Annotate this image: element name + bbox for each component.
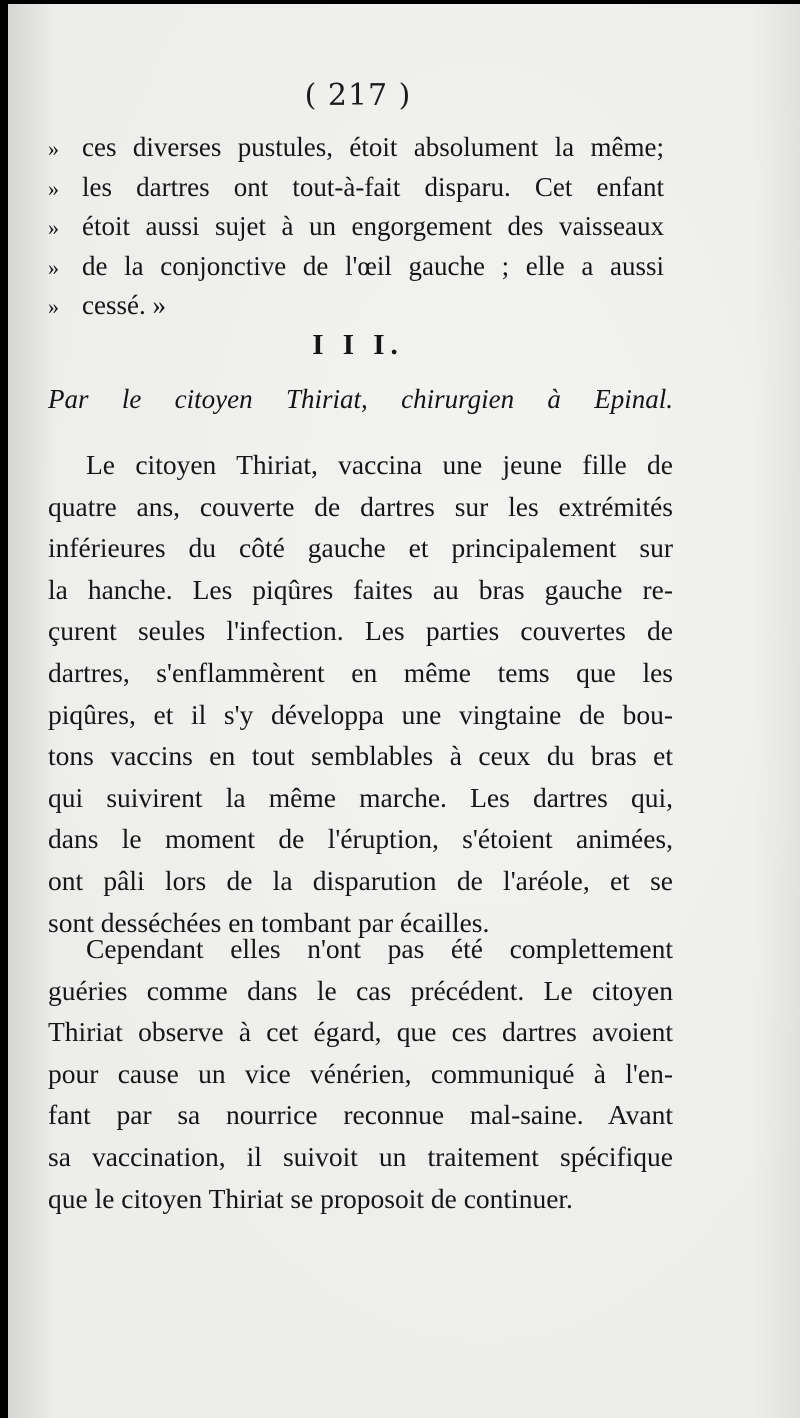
paragraph-line: guéries comme dans le cas précédent. Le citoyen bbox=[48, 974, 673, 1006]
quoted-passage bbox=[48, 128, 668, 326]
paragraph-2 bbox=[48, 928, 673, 1219]
quote-line-text: de la conjonctive de l'œil gauche ; elle a aussi bbox=[82, 250, 664, 281]
quote-line-text: cessé. » bbox=[82, 290, 166, 320]
paragraph-line: çurent seules l'infection. Les parties couvertes de bbox=[48, 615, 673, 647]
paragraph-line: quatre ans, couverte de dartres sur les extrémités bbox=[48, 490, 673, 522]
quote-line-text: étoit aussi sujet à un engorgement des vaisseaux bbox=[82, 211, 664, 241]
section-title: Par le citoyen Thiriat, chirurgien à Epinal. bbox=[48, 384, 673, 414]
paragraph-line: qui suivirent la même marche. Les dartres qui, bbox=[48, 781, 673, 813]
paragraph-line: sont desséchées en tombant par écailles. bbox=[48, 906, 490, 938]
quote-mark: » bbox=[48, 294, 59, 319]
quote-line bbox=[48, 128, 668, 168]
quote-mark: » bbox=[48, 175, 59, 201]
paragraph-line: inférieures du côté gauche et principalement sur bbox=[48, 532, 673, 564]
quote-line-text: les dartres ont tout-à-fait disparu. Cet enfant bbox=[82, 171, 664, 202]
paragraph-line: Cependant elles n'ont pas été complettement bbox=[86, 933, 673, 964]
paragraph-line: dans le moment de l'éruption, s'étoient animées, bbox=[48, 823, 673, 855]
page-number: ( 217 ) bbox=[304, 78, 412, 113]
quote-line-text: ces diverses pustules, étoit absolument la même; bbox=[82, 132, 664, 162]
paragraph-line: ont pâli lors de la disparution de l'aréole, et se bbox=[48, 864, 673, 896]
quote-line bbox=[48, 168, 668, 208]
book-page bbox=[8, 4, 800, 1418]
quote-line bbox=[48, 286, 668, 326]
paragraph-1 bbox=[48, 444, 673, 943]
quote-mark: » bbox=[48, 136, 59, 161]
quote-mark: » bbox=[48, 215, 59, 240]
paragraph-line: pour cause un vice vénérien, communiqué à l'en- bbox=[48, 1057, 673, 1089]
paragraph-line: sa vaccination, il suivoit un traitement spécifique bbox=[48, 1140, 673, 1172]
paragraph-line: Le citoyen Thiriat, vaccina une jeune fille de bbox=[86, 449, 673, 480]
paragraph-line: dartres, s'enflammèrent en même tems que les bbox=[48, 656, 673, 688]
paragraph-line: tons vaccins en tout semblables à ceux du bras et bbox=[48, 740, 673, 772]
paragraph-line: que le citoyen Thiriat se proposoit de continuer. bbox=[48, 1182, 573, 1214]
paragraph-line: fant par sa nourrice reconnue mal-saine. Avant bbox=[48, 1099, 673, 1131]
paragraph-line: Thiriat observe à cet égard, que ces dartres avoient bbox=[48, 1016, 673, 1048]
quote-line bbox=[48, 247, 668, 287]
paragraph-line: la hanche. Les piqûres faites au bras gauche re- bbox=[48, 573, 673, 605]
paragraph-line: piqûres, et il s'y développa une vingtaine de bou- bbox=[48, 698, 673, 730]
section-number: I I I. bbox=[312, 329, 404, 361]
quote-line bbox=[48, 207, 668, 247]
quote-mark: » bbox=[48, 254, 59, 280]
